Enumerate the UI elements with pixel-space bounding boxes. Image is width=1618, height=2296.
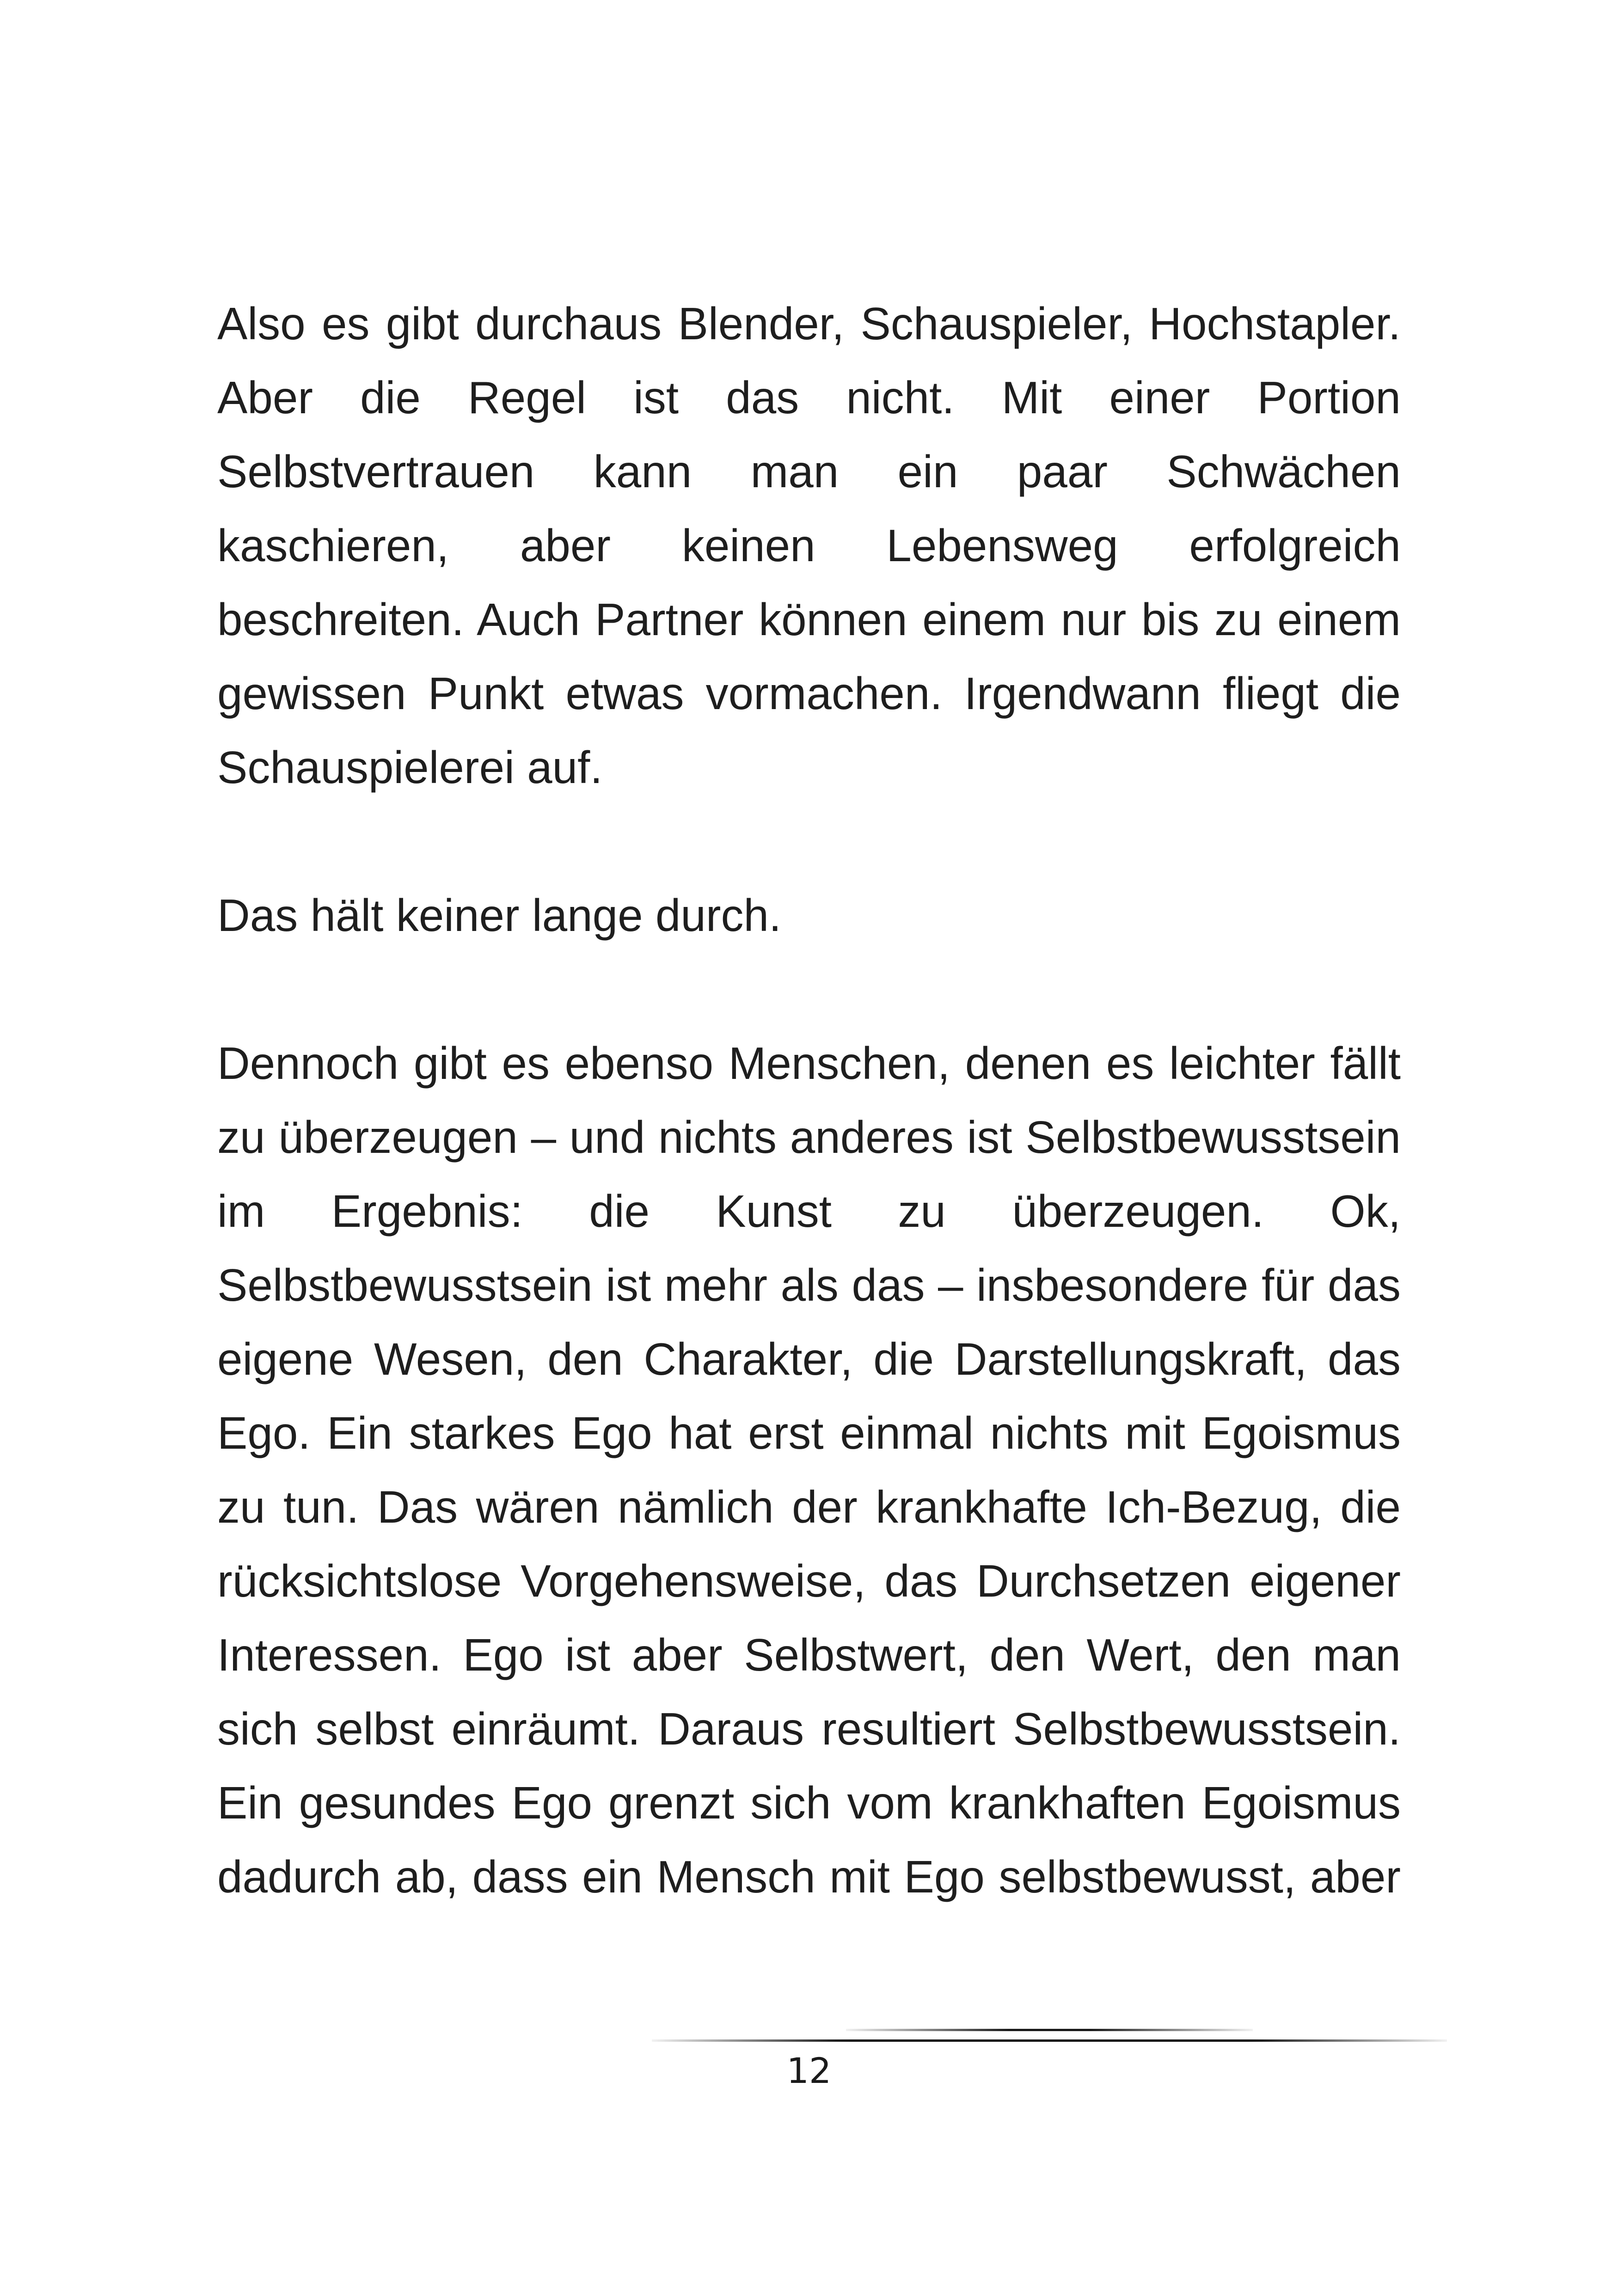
text-line: Schauspielerei auf.	[217, 742, 603, 793]
text-line: kaschieren, aber keinen Lebensweg erfolgreich	[217, 520, 1401, 571]
text-line: Ego. Ein starkes Ego hat erst einmal nichts mit Egoismus	[217, 1408, 1401, 1458]
text-line: eigene Wesen, den Charakter, die Darstellungskraft, das	[217, 1334, 1401, 1384]
text-line: Interessen. Ego ist aber Selbstwert, den Wert, den man	[217, 1629, 1401, 1680]
text-line: Selbstbewusstsein ist mehr als das – insbesondere für das	[217, 1260, 1401, 1310]
text-line: Selbstvertrauen kann man ein paar Schwächen	[217, 446, 1401, 497]
text-line: zu überzeugen – und nichts anderes ist Selbstbewusstsein	[217, 1112, 1401, 1163]
text-line: Also es gibt durchaus Blender, Schauspieler, Hochstapler.	[217, 298, 1401, 349]
text-line: beschreiten. Auch Partner können einem nur bis zu einem	[217, 594, 1401, 645]
page-number: 12	[786, 2050, 832, 2091]
text-line: rücksichtslose Vorgehensweise, das Durchsetzen eigener	[217, 1555, 1401, 1606]
paragraph-3	[217, 1026, 1401, 1914]
paragraph-2	[217, 878, 1401, 952]
text-line: Aber die Regel ist das nicht. Mit einer Portion	[217, 372, 1401, 423]
text-line: gewissen Punkt etwas vormachen. Irgendwann fliegt die	[217, 668, 1401, 719]
text-line: Das hält keiner lange durch.	[217, 890, 782, 941]
footer-rule-top	[846, 2029, 1253, 2031]
text-line: zu tun. Das wären nämlich der krankhafte Ich-Bezug, die	[217, 1482, 1401, 1532]
footer-rule-bottom	[652, 2039, 1447, 2042]
text-line: Ein gesundes Ego grenzt sich vom krankhaften Egoismus	[217, 1777, 1401, 1828]
paragraph-1	[217, 287, 1401, 804]
text-line: sich selbst einräumt. Daraus resultiert Selbstbewusstsein.	[217, 1703, 1401, 1754]
text-line: dadurch ab, dass ein Mensch mit Ego selbstbewusst, aber	[217, 1851, 1401, 1902]
text-line: Dennoch gibt es ebenso Menschen, denen es leichter fällt	[217, 1038, 1401, 1089]
text-line: im Ergebnis: die Kunst zu überzeugen. Ok,	[217, 1186, 1401, 1237]
